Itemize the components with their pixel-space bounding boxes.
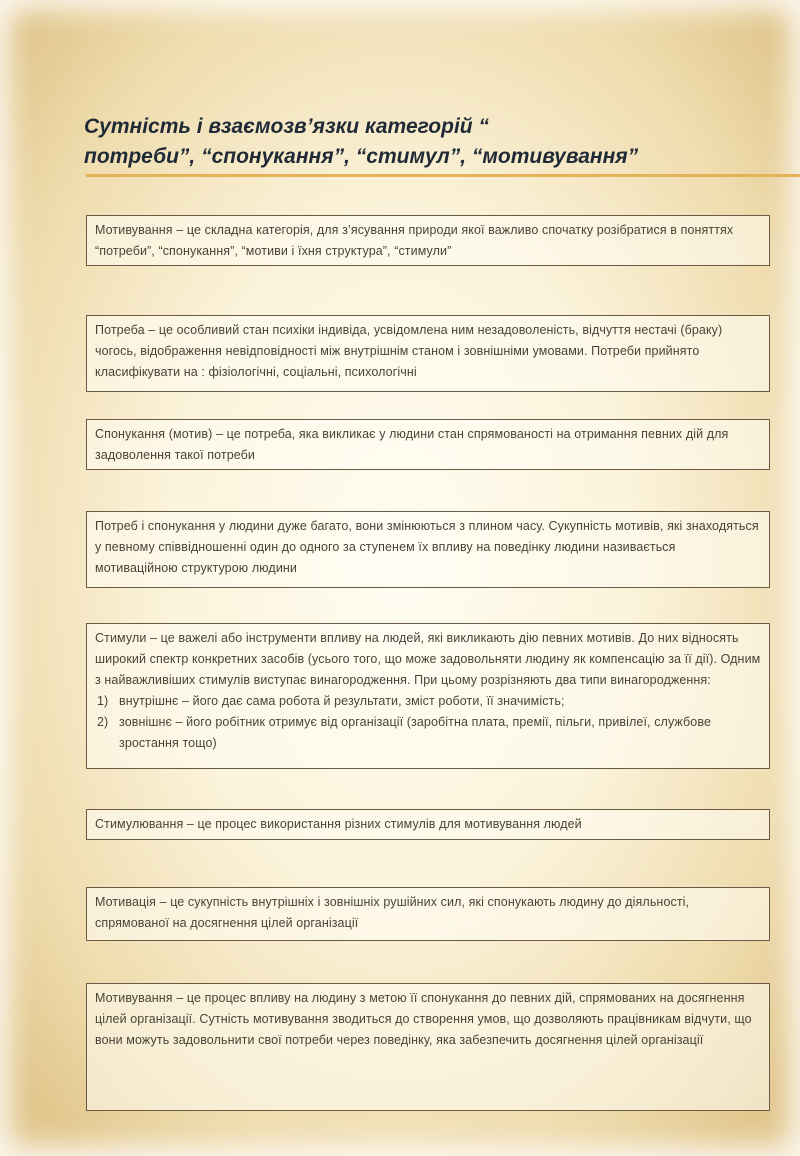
block-text: Потреба – це особливий стан психіки індивіда, усвідомлена ним незадоволеність, відчуття нестачі (браку) чогось, відображення невідповідності між внутрішнім станом і зовнішніми умовами. Потреби прийнято класифікувати на : фізіологічні, соціальні, психологічні: [95, 323, 723, 379]
list-item: [95, 691, 761, 712]
block-text: Спонукання (мотив) – це потреба, яка викликає у людини стан спрямованості на отримання певних дій для задоволення такої потреби: [95, 427, 729, 462]
list-item-text: зовнішнє – його робітник отримує від організації (заробітна плата, премії, пільги, привілеї, службове зростання тощо): [119, 715, 711, 750]
block-motyvatsiya: [86, 887, 770, 941]
list-item-number: 1): [97, 694, 109, 708]
block-text: Мотивація – це сукупність внутрішніх і зовнішніх рушійних сил, які спонукають людину до діяльності, спрямованої на досягнення цілей організації: [95, 895, 690, 930]
block-sponukannya: [86, 419, 770, 470]
block-text: Мотивування – це складна категорія, для з’ясування природи якої важливо спочатку розібратися в поняттях “потреби”, “спонукання”, “мотиви і їхня структура”, “стимули”: [95, 223, 734, 258]
block-text: Стимули – це важелі або інструменти впливу на людей, які викликають дію певних мотивів. До них відносять широкий спектр конкретних засобів (усього того, що може задовольняти людину як компенсацію за її дії). Одним з найважливіших стимулів виступає винагородження. При цьому розрізняють два типи винагородження:: [95, 631, 761, 687]
block-stymuly: [86, 623, 770, 769]
list-item: [95, 712, 761, 754]
reward-types-list: [95, 691, 761, 754]
block-motivuvannya-definition: [86, 983, 770, 1111]
block-motyvatsiyna-struktura: [86, 511, 770, 588]
block-motivuvannya-intro: [86, 215, 770, 266]
list-item-text: внутрішнє – його дає сама робота й результати, зміст роботи, її значимість;: [119, 694, 565, 708]
slide-title-line-1: Сутність і взаємозв’язки категорій “: [84, 115, 489, 138]
block-potreba: [86, 315, 770, 392]
block-text: Стимулювання – це процес використання різних стимулів для мотивування людей: [95, 817, 582, 831]
block-stymulyuvannya: [86, 809, 770, 840]
block-text: Мотивування – це процес впливу на людину з метою її спонукання до певних дій, спрямованих на досягнення цілей організації. Сутність мотивування зводиться до створення умов, що дозволяють працівникам відчути, що вони можуть задовольнити свої потреби через поведінку, яка забезпечить досягнення цілей організації: [95, 991, 752, 1047]
list-item-number: 2): [97, 715, 109, 729]
slide-title: [84, 112, 744, 172]
block-text: Потреб і спонукання у людини дуже багато, вони змінюються з плином часу. Сукупність мотивів, які знаходяться у певному співвідношенні один до одного за ступенем їх впливу на поведінку людини називається мотиваційною структурою людини: [95, 519, 759, 575]
slide-title-line-2: потреби”, “спонукання”, “стимул”, “мотивування”: [84, 145, 639, 168]
title-underline: [86, 174, 800, 177]
